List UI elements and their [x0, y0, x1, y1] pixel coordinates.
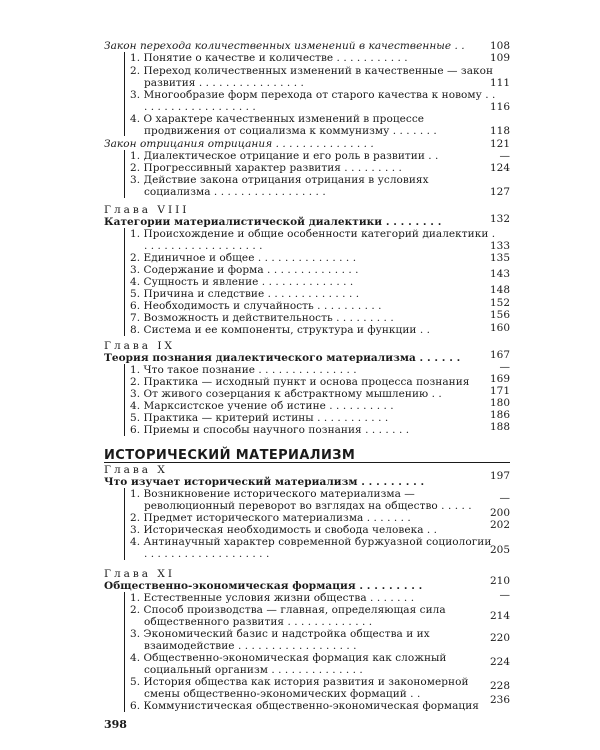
toc-entry: 2. Единичное и общее . . . . . . . . . . . . . . . [130, 252, 357, 264]
toc-entry: 2. Предмет исторического материализма . . . . . . . [130, 512, 411, 524]
toc-page-number: — [499, 492, 510, 504]
toc-page-number: 228 [489, 680, 510, 692]
toc-entry: 1. Понятие о качестве и количестве . . . . . . . . . . . [130, 52, 408, 64]
toc-page-number: 236 [489, 694, 510, 706]
toc-page-number: 197 [489, 470, 510, 482]
toc-entry: 6. Приемы и способы научного познания . . . . . . . [130, 424, 410, 436]
toc-page-number: 180 [489, 397, 510, 409]
toc-entry: 1. Происхождение и общие особенности категорий диалектики . . . . . . . . . . . . . . . . . . . [130, 228, 496, 252]
toc-entry: 8. Система и ее компоненты, структура и функции . . [130, 324, 430, 336]
toc-entry: 1. Естественные условия жизни общества . . . . . . . [130, 592, 415, 604]
toc-entry: 3. Историческая необходимость и свобода человека . . [130, 524, 438, 536]
toc-page-number: 111 [489, 77, 510, 89]
toc-page-number: 167 [489, 349, 510, 361]
toc-entry: 6. Необходимость и случайность . . . . . . . . . . [130, 300, 382, 312]
toc-page-number: 169 [489, 373, 510, 385]
toc-page-number: — [499, 150, 510, 162]
toc-page-number: 210 [489, 575, 510, 587]
toc-entry: 2. Способ производства — главная, определяющая сила общественного развития . . . . . . . . . . . . . [130, 604, 446, 628]
toc-section-heading: Закон перехода количественных изменений в качественные . . [104, 40, 465, 52]
toc-entry: 2. Практика — исходный пункт и основа процесса познания [130, 376, 470, 388]
toc-page-number: 205 [489, 544, 510, 556]
toc-entry: 5. Причина и следствие . . . . . . . . . . . . . . [130, 288, 360, 300]
chapter-title: Теория познания диалектического материализма . . . . . . [104, 352, 461, 364]
toc-page-number: 124 [489, 162, 510, 174]
toc-page-number: 160 [489, 322, 510, 334]
toc-entry: 6. Коммунистическая общественно-экономическая формация [130, 700, 479, 712]
toc-page-number: 202 [489, 519, 510, 531]
toc-entry: 2. Переход количественных изменений в качественные — закон развития . . . . . . . . . . . . . . . . [130, 65, 494, 89]
toc-entry: 1. Возникновение исторического материализма — революционный переворот во взглядах на общество . . . . . [130, 488, 472, 512]
divider-rule [104, 462, 510, 463]
toc-page-number: 200 [489, 507, 510, 519]
toc-page-number: 116 [489, 101, 510, 113]
chapter-title: Общественно-экономическая формация . . . . . . . . . [104, 580, 423, 592]
margin-rule [124, 150, 125, 198]
page-folio: 398 [104, 718, 127, 731]
chapter-label: Глава XI [104, 568, 176, 580]
toc-page-number: 224 [489, 656, 510, 668]
toc-page-number: 214 [489, 610, 510, 622]
toc-page-number: 121 [489, 138, 510, 150]
toc-page-number: — [499, 361, 510, 373]
margin-rule [124, 228, 125, 336]
toc-entry: 1. Диалектическое отрицание и его роль в развитии . . [130, 150, 439, 162]
toc-entry: 4. Сущность и явление . . . . . . . . . . . . . . [130, 276, 354, 288]
toc-page-number: 109 [489, 52, 510, 64]
toc-page-number: 188 [489, 421, 510, 433]
toc-page-number: 108 [489, 40, 510, 52]
toc-page-number: 156 [489, 309, 510, 321]
toc-page-number: 186 [489, 409, 510, 421]
toc-entry: 5. Практика — критерий истины . . . . . . . . . . . [130, 412, 389, 424]
toc-page-number: — [499, 589, 510, 601]
margin-rule [124, 364, 125, 436]
chapter-label: Глава X [104, 464, 168, 476]
toc-page-number: 133 [489, 240, 510, 252]
toc-page-number: 135 [489, 252, 510, 264]
toc-page-number: 171 [489, 385, 510, 397]
toc-entry: 2. Прогрессивный характер развития . . . . . . . . . [130, 162, 402, 174]
toc-entry: 3. От живого созерцания к абстрактному мышлению . . [130, 388, 442, 400]
toc-entry: 4. Марксистское учение об истине . . . . . . . . . . [130, 400, 394, 412]
toc-entry: 3. Содержание и форма . . . . . . . . . . . . . . [130, 264, 359, 276]
toc-entry: 4. Антинаучный характер современной буржуазной социологии . . . . . . . . . . . . . . . . . . . [130, 536, 492, 560]
margin-rule [124, 52, 125, 136]
toc-page-number: 127 [489, 186, 510, 198]
toc-page-number: 152 [489, 297, 510, 309]
toc-page-number: 220 [489, 632, 510, 644]
toc-entry: 4. О характере качественных изменений в процессе продвижения от социализма к коммунизму . . . . . . . [130, 113, 437, 137]
part-heading: ИСТОРИЧЕСКИЙ МАТЕРИАЛИЗМ [104, 448, 356, 463]
toc-page-number: 118 [489, 125, 510, 137]
toc-entry: 3. Многообразие форм перехода от старого качества к новому . . . . . . . . . . . . . . . . . . . [130, 89, 496, 113]
chapter-title: Что изучает исторический материализм . . . . . . . . . [104, 476, 425, 488]
margin-rule [124, 592, 125, 712]
chapter-label: Глава VIII [104, 204, 190, 216]
toc-page-number: 148 [489, 284, 510, 296]
chapter-title: Категории материалистической диалектики . . . . . . . . [104, 216, 442, 228]
toc-entry: 1. Что такое познание . . . . . . . . . . . . . . . [130, 364, 357, 376]
toc-section-heading: Закон отрицания отрицания . . . . . . . . . . . . . . . [104, 138, 374, 150]
toc-entry: 5. История общества как история развития и закономерной смены общественно-экономических формаций . . [130, 676, 469, 700]
toc-page-number: 143 [489, 268, 510, 280]
toc-entry: 4. Общественно-экономическая формация как сложный социальный организм . . . . . . . . . . . . . . [130, 652, 447, 676]
toc-entry: 3. Действие закона отрицания отрицания в условиях социализма . . . . . . . . . . . . . . . . . [130, 174, 429, 198]
toc-entry: 3. Экономический базис и надстройка общества и их взаимодействие . . . . . . . . . . . . . . . . . . [130, 628, 430, 652]
toc-page-number: 132 [489, 213, 510, 225]
margin-rule [124, 488, 125, 560]
toc-entry: 7. Возможность и действительность . . . . . . . . . [130, 312, 394, 324]
chapter-label: Глава IX [104, 340, 176, 352]
